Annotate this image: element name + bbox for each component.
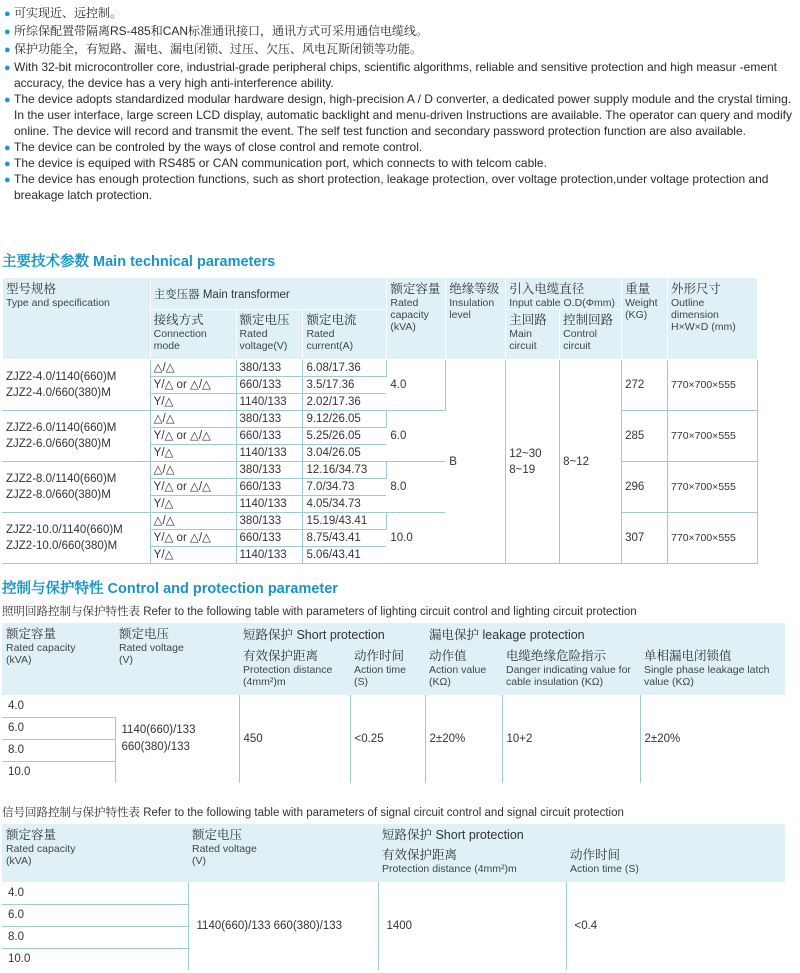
current-cell: 7.0/34.73 (303, 479, 387, 496)
header-danger: 电缆绝缘危险指示 Danger indicating value for cable insulation (KΩ) (502, 647, 640, 695)
feature-item: ● With 32-bit microcontroller core, industrial-grade peripheral chips, scientific algorithms, reliable and sensitive protection and high measur -ement accuracy, the device has a very high anti-interference ability. (4, 60, 778, 90)
header-insulation: 绝缘等级 Insulation level (446, 278, 506, 360)
dimension-cell: 770×700×555 (668, 411, 758, 462)
header-latch: 单相漏电闭锁值 Single phase leakage latch value (KΩ) (640, 647, 785, 695)
control-circuit-cell: 8~12 (560, 360, 622, 564)
capacity-cell: 10.0 (2, 948, 188, 970)
dimension-cell: 770×700×555 (668, 462, 758, 513)
current-cell: 3.5/17.36 (303, 377, 387, 394)
control-title: 控制与保护特性 Control and protection parameter (2, 581, 338, 597)
model-cell: ZJZ2-8.0/1140(660)M ZJZ2-8.0/660(380)M (3, 462, 151, 513)
current-cell: 12.16/34.73 (303, 462, 387, 479)
bullet-icon: ● (4, 8, 11, 20)
header-connection: 接线方式 Connection mode (150, 310, 236, 360)
insulation-cell: B (446, 360, 506, 564)
weight-cell: 307 (622, 513, 668, 564)
header-voltage: 额定电压 Rated voltage(V) (236, 310, 303, 360)
connection-cell: Y/△ (150, 445, 236, 462)
voltage-cell: 380/133 (236, 462, 303, 479)
voltage-cell: 380/133 (236, 411, 303, 428)
header-weight: 重量 Weight (KG) (622, 278, 668, 360)
model-cell: ZJZ2-6.0/1140(660)M ZJZ2-6.0/660(380)M (3, 411, 151, 462)
feature-item: ● 保护功能全，有短路、漏电、漏电闭锁、过压、欠压、风电瓦斯闭锁等功能。 (4, 42, 423, 56)
connection-cell: Y/△ or △/△ (150, 530, 236, 547)
current-cell: 9.12/26.05 (303, 411, 387, 428)
bullet-icon: ● (4, 44, 11, 56)
header-distance: 有效保护距离 Protection distance (4mm²)m (378, 846, 566, 882)
header-voltage: 额定电压 Rated voltage (V) (188, 824, 378, 882)
weight-cell: 296 (622, 462, 668, 513)
lighting-table (2, 623, 785, 783)
header-cable: 引入电缆直径 Input cable O.D(Φmm) (506, 278, 622, 310)
voltage-cell: 1140/133 (236, 496, 303, 513)
model-cell: ZJZ2-10.0/1140(660)M ZJZ2-10.0/660(380)M (3, 513, 151, 564)
distance-cell: 1400 (378, 882, 566, 970)
feature-list (4, 5, 794, 203)
bullet-icon: ● (4, 26, 11, 38)
capacity-cell: 6.0 (2, 717, 115, 739)
lighting-subtitle: 照明回路控制与保护特性表 Refer to the following table with parameters of lighting circuit control and lighting circuit protection (2, 606, 637, 618)
bullet-icon: ● (4, 62, 11, 74)
capacity-cell: 8.0 (387, 462, 446, 513)
danger-cell: 10+2 (502, 695, 640, 783)
feature-item: ● The device adopts standardized modular hardware design, high-precision A / D converter, a dedicated power supply module and the crystal timing. In the user interface, large screen LCD display, automatic backlight and menu-driven Instructions are available. The operator can query and modify online. The device will record and transmit the event. The self test function and secondary password protection function are also available. (4, 92, 792, 138)
voltage-cell: 1140/133 (236, 394, 303, 411)
connection-cell: Y/△ or △/△ (150, 428, 236, 445)
dimension-cell: 770×700×555 (668, 513, 758, 564)
voltage-cell: 1140(660)/133 660(380)/133 (115, 695, 239, 783)
header-control-circuit: 控制回路 Control circuit (560, 310, 622, 360)
connection-cell: Y/△ or △/△ (150, 479, 236, 496)
header-transformer: 主变压器 Main transformer (150, 278, 387, 310)
capacity-cell: 8.0 (2, 739, 115, 761)
dimension-cell: 770×700×555 (668, 360, 758, 411)
feature-item: ● The device is equiped with RS485 or CAN communication port, which connects to with telcom cable. (4, 156, 547, 170)
header-model: 型号规格 Type and specification (3, 278, 151, 360)
main-circuit-cell: 12~30 8~19 (506, 360, 560, 564)
feature-item: ● 所综保配置带隔离RS-485和CAN标准通讯接口，通讯方式可采用通信电缆线。 (4, 24, 429, 38)
current-cell: 8.75/43.41 (303, 530, 387, 547)
action-time-cell: <0.25 (350, 695, 425, 783)
connection-cell: Y/△ (150, 394, 236, 411)
feature-item: ● The device can be controled by the ways of close control and remote control. (4, 140, 423, 154)
header-capacity: 额定容量 Rated capacity (kVA) (2, 824, 188, 882)
connection-cell: △/△ (150, 411, 236, 428)
connection-cell: Y/△ (150, 496, 236, 513)
header-current: 额定电流 Rated current(A) (303, 310, 387, 360)
current-cell: 5.06/43.41 (303, 547, 387, 564)
current-cell: 15.19/43.41 (303, 513, 387, 530)
feature-item: ● 可实现近、远控制。 (4, 6, 123, 20)
header-main-circuit: 主回路 Main circuit (506, 310, 560, 360)
current-cell: 5.25/26.05 (303, 428, 387, 445)
feature-item: ● The device has enough protection functions, such as short protection, leakage protection, over voltage protection,under voltage protection and breakage latch protection. (4, 172, 769, 202)
connection-cell: △/△ (150, 360, 236, 377)
voltage-cell: 660/133 (236, 530, 303, 547)
bullet-icon: ● (4, 142, 11, 154)
header-distance: 有效保护距离 Protection distance (4mm²)m (239, 647, 350, 695)
connection-cell: Y/△ (150, 547, 236, 564)
header-leakage-protection: 漏电保护 leakage protection (425, 623, 785, 647)
voltage-cell: 380/133 (236, 360, 303, 377)
capacity-cell: 4.0 (2, 882, 188, 904)
weight-cell: 272 (622, 360, 668, 411)
header-voltage: 额定电压 Rated voltage (V) (115, 623, 239, 695)
voltage-cell: 660/133 (236, 428, 303, 445)
connection-cell: △/△ (150, 513, 236, 530)
current-cell: 3.04/26.05 (303, 445, 387, 462)
signal-table (2, 824, 785, 970)
header-capacity: 额定容量 Rated capacity (kVA) (2, 623, 115, 695)
weight-cell: 285 (622, 411, 668, 462)
header-action-time: 动作时间 Action time (S) (566, 846, 785, 882)
current-cell: 6.08/17.36 (303, 360, 387, 377)
header-capacity: 额定容量 Rated capacity (kVA) (387, 278, 446, 360)
bullet-icon: ● (4, 174, 11, 186)
header-short-protection: 短路保护 Short protection (239, 623, 425, 647)
voltage-cell: 1140(660)/133 660(380)/133 (188, 882, 378, 970)
action-value-cell: 2±20% (425, 695, 502, 783)
capacity-cell: 10.0 (2, 761, 115, 783)
latch-cell: 2±20% (644, 733, 681, 745)
connection-cell: Y/△ or △/△ (150, 377, 236, 394)
header-action-time: 动作时间 Action time (S) (350, 647, 425, 695)
bullet-icon: ● (4, 158, 11, 170)
voltage-cell: 380/133 (236, 513, 303, 530)
current-cell: 4.05/34.73 (303, 496, 387, 513)
main-params-title: 主要技术参数 Main technical parameters (2, 254, 276, 270)
voltage-cell: 1140/133 (236, 547, 303, 564)
capacity-cell: 10.0 (387, 513, 446, 564)
voltage-cell: 660/133 (236, 479, 303, 496)
signal-subtitle: 信号回路控制与保护特性表 Refer to the following table with parameters of signal circuit control and signal circuit protection (2, 807, 624, 819)
voltage-cell: 660/133 (236, 377, 303, 394)
capacity-cell: 8.0 (2, 926, 188, 948)
model-cell: ZJZ2-4.0/1140(660)M ZJZ2-4.0/660(380)M (3, 360, 151, 411)
action-time-cell: <0.4 (574, 920, 598, 932)
capacity-cell: 6.0 (2, 904, 188, 926)
capacity-cell: 4.0 (2, 695, 115, 717)
header-action-value: 动作值 Action value (KΩ) (425, 647, 502, 695)
connection-cell: △/△ (150, 462, 236, 479)
header-short-protection: 短路保护 Short protection (378, 824, 785, 846)
bullet-icon: ● (4, 94, 11, 106)
capacity-cell: 4.0 (387, 360, 446, 411)
voltage-cell: 1140/133 (236, 445, 303, 462)
header-dimension: 外形尺寸 Outline dimension H×W×D (mm) (668, 278, 758, 360)
current-cell: 2.02/17.36 (303, 394, 387, 411)
distance-cell: 450 (239, 695, 350, 783)
capacity-cell: 6.0 (387, 411, 446, 462)
main-params-table (2, 277, 758, 564)
